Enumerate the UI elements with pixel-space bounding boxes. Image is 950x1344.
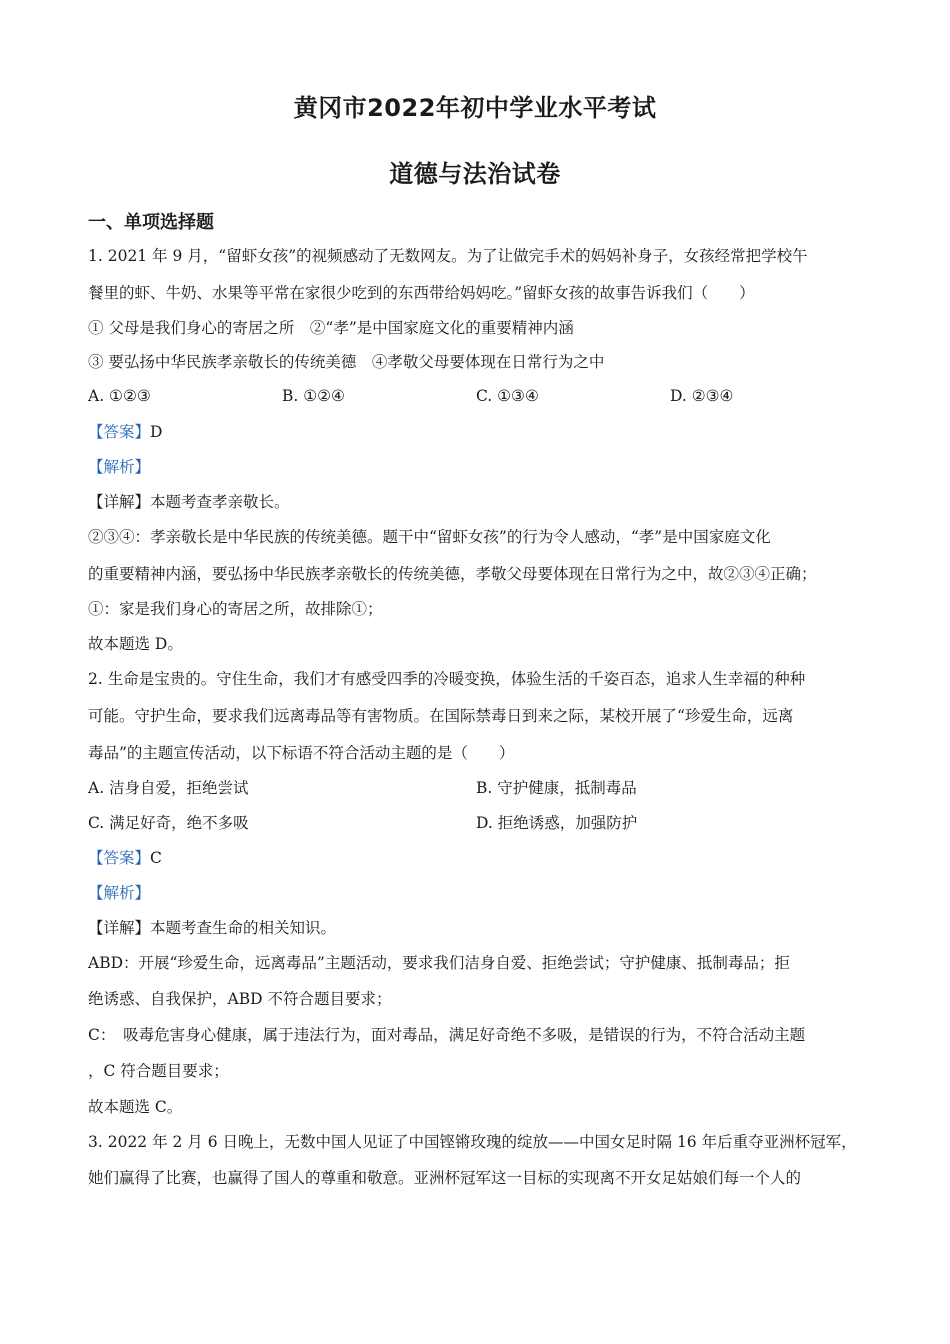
q2-analysis-tag: 【解析】	[88, 884, 151, 902]
q1-stem-line-2: 餐里的虾、牛奶、水果等平常在家很少吃到的东西带给妈妈吃。”留虾女孩的故事告诉我们（ ）	[88, 284, 755, 302]
q2-detail: 【详解】本题考查生命的相关知识。	[88, 919, 337, 937]
answer-tag: 【答案】	[88, 423, 151, 441]
q1-statement-line-1: ① 父母是我们身心的寄居之所 ②“孝”是中国家庭文化的重要精神内涵	[88, 319, 574, 337]
q1-explanation-line-2: 的重要精神内涵，要弘扬中华民族孝亲敬长的传统美德，孝敬父母要体现在日常行为之中，故②③④正确；	[88, 565, 817, 583]
q1-answer	[88, 422, 873, 442]
q1-statement-line-2: ③ 要弘扬中华民族孝亲敬长的传统美德 ④孝敬父母要体现在日常行为之中	[88, 353, 605, 371]
q3-stem-line-1: 3. 2022 年 2 月 6 日晚上，无数中国人见证了中国铿锵玫瑰的绽放——中国女足时隔 16 年后重夺亚洲杯冠军，	[88, 1133, 857, 1151]
q2-explanation-line-1: ABD：开展“珍爱生命，远离毒品”主题活动，要求我们洁身自爱、拒绝尝试；守护健康、抵制毒品；拒	[88, 954, 790, 972]
q1-stem-line-1: 1. 2021 年 9 月，“留虾女孩”的视频感动了无数网友。为了让做完手术的妈妈补身子，女孩经常把学校午	[88, 247, 808, 265]
section-heading: 一、单项选择题	[88, 212, 214, 233]
q2-option-a: A. 洁身自爱，拒绝尝试	[88, 779, 249, 797]
q2-stem-line-1: 2. 生命是宝贵的。守住生命，我们才有感受四季的冷暖变换，体验生活的千姿百态，追求人生幸福的种种	[88, 670, 806, 688]
q2-stem-line-3: 毒品”的主题宣传活动，以下标语不符合活动主题的是（ ）	[88, 744, 515, 762]
answer-tag: 【答案】	[88, 849, 151, 867]
answer-value: D	[150, 423, 163, 441]
q1-option-a: A. ①②③	[88, 387, 151, 405]
q1-analysis-tag: 【解析】	[88, 458, 151, 476]
q2-option-b: B. 守护健康，抵制毒品	[476, 779, 637, 797]
q2-option-d: D. 拒绝诱惑，加强防护	[476, 814, 638, 832]
q2-conclusion: 故本题选 C。	[88, 1098, 183, 1116]
answer-value: C	[150, 849, 162, 867]
exam-subtitle: 道德与法治试卷	[389, 160, 561, 188]
q2-explanation-line-3: C： 吸毒危害身心健康，属于违法行为，面对毒品，满足好奇绝不多吸，是错误的行为，不符合活动主题	[88, 1026, 806, 1044]
q1-conclusion: 故本题选 D。	[88, 635, 183, 653]
q2-answer	[88, 848, 873, 868]
q2-stem-line-2: 可能。守护生命，要求我们远离毒品等有害物质。在国际禁毒日到来之际，某校开展了“珍爱生命，远离	[88, 707, 794, 725]
q2-option-c: C. 满足好奇，绝不多吸	[88, 814, 249, 832]
q3-stem-line-2: 她们赢得了比赛，也赢得了国人的尊重和敬意。亚洲杯冠军这一目标的实现离不开女足姑娘们每一个人的	[88, 1169, 802, 1187]
q1-explanation-line-1: ②③④：孝亲敬长是中华民族的传统美德。题干中“留虾女孩”的行为令人感动，“孝”是中国家庭文化	[88, 528, 771, 546]
q1-explanation-line-3: ①：家是我们身心的寄居之所，故排除①；	[88, 600, 383, 618]
exam-title: 黄冈市2022年初中学业水平考试	[293, 94, 657, 122]
q2-explanation-line-4: ，C 符合题目要求；	[88, 1062, 229, 1080]
q1-option-d: D. ②③④	[670, 387, 734, 405]
q1-detail: 【详解】本题考查孝亲敬长。	[88, 493, 290, 511]
q1-option-c: C. ①③④	[476, 387, 539, 405]
q1-option-b: B. ①②④	[282, 387, 345, 405]
q2-explanation-line-2: 绝诱惑、自我保护，ABD 不符合题目要求；	[88, 990, 392, 1008]
